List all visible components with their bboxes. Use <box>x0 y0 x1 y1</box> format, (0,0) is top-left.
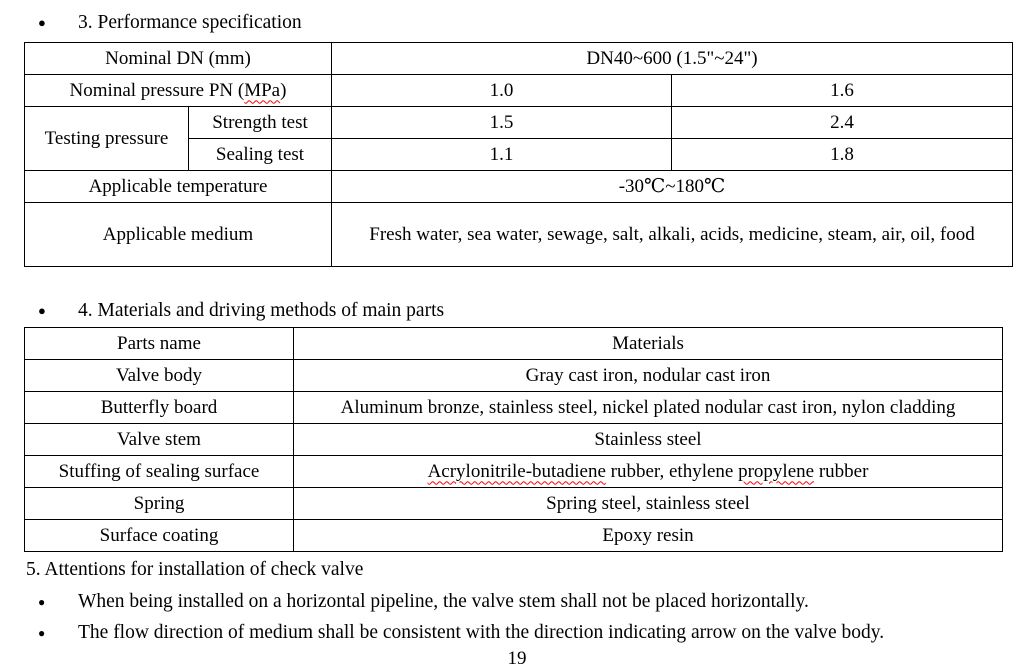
cell-medium-value <box>332 203 1013 267</box>
cell-surface-coating-label: Surface coating <box>25 520 294 552</box>
cell-nominal-pn-label <box>25 75 332 107</box>
table-row <box>25 360 1003 392</box>
cell-stuffing-label: Stuffing of sealing surface <box>25 456 294 488</box>
table-row <box>25 456 1003 488</box>
stuffing-material-part1: Acrylonitrile-butadiene <box>427 460 606 482</box>
pn-label-suffix: ) <box>280 79 287 101</box>
header-materials: Materials <box>294 328 1003 360</box>
bullet-icon: ● <box>38 303 46 318</box>
table-row <box>25 203 1013 267</box>
cell-strength-test-label: Strength test <box>189 107 332 139</box>
section3-heading <box>38 12 302 34</box>
section4-title: 4. Materials and driving methods of main parts <box>78 300 445 321</box>
cell-spring-label: Spring <box>25 488 294 520</box>
bullet-icon: ● <box>38 595 46 609</box>
section4-heading <box>38 300 444 322</box>
cell-valve-stem-label: Valve stem <box>25 424 294 456</box>
cell-spring-material: Spring steel, stainless steel <box>294 488 1003 520</box>
cell-nominal-dn-value: DN40~600 (1.5"~24") <box>332 43 1013 75</box>
cell-nominal-dn-label: Nominal DN (mm) <box>25 43 332 75</box>
performance-spec-table <box>24 42 1013 267</box>
pn-label-prefix: Nominal pressure PN ( <box>69 79 245 101</box>
cell-valve-body-material: Gray cast iron, nodular cast iron <box>294 360 1003 392</box>
cell-temperature-label: Applicable temperature <box>25 171 332 203</box>
table-row <box>25 520 1003 552</box>
stuffing-material-part2: rubber, ethylene <box>605 460 739 482</box>
table-header-row <box>25 328 1003 360</box>
section5-title: 5. Attentions for installation of check valve <box>26 559 364 580</box>
cell-sealing-test-label: Sealing test <box>189 139 332 171</box>
pn-label-unit: MPa <box>244 79 281 101</box>
cell-pn10-nominal: 1.0 <box>332 75 672 107</box>
materials-table <box>24 327 1003 552</box>
page-number: 19 <box>507 648 527 669</box>
table-row <box>25 75 1013 107</box>
attention-item-2: The flow direction of medium shall be consistent with the direction indicating arrow on the valve body. <box>78 622 885 643</box>
cell-temperature-value: -30℃~180℃ <box>332 171 1013 203</box>
cell-testing-pressure-label: Testing pressure <box>25 107 189 171</box>
table-row <box>25 424 1003 456</box>
cell-strength-pn16: 2.4 <box>672 107 1013 139</box>
cell-butterfly-board-label: Butterfly board <box>25 392 294 424</box>
header-parts-name: Parts name <box>25 328 294 360</box>
cell-valve-stem-material: Stainless steel <box>294 424 1003 456</box>
cell-pn16-nominal: 1.6 <box>672 75 1013 107</box>
list-item <box>38 622 884 644</box>
bullet-icon: ● <box>38 626 46 640</box>
stuffing-material-part3: propylene <box>738 460 815 482</box>
table-row <box>25 488 1003 520</box>
table-row <box>25 171 1013 203</box>
bullet-icon: ● <box>38 15 46 30</box>
table-row <box>25 43 1013 75</box>
cell-surface-coating-material: Epoxy resin <box>294 520 1003 552</box>
table-row <box>25 107 1013 139</box>
section3-title: 3. Performance specification <box>78 12 302 33</box>
cell-stuffing-material <box>294 456 1003 488</box>
cell-valve-body-label: Valve body <box>25 360 294 392</box>
attention-item-1: When being installed on a horizontal pipeline, the valve stem shall not be placed horizontally. <box>78 591 809 612</box>
stuffing-material-part4: rubber <box>814 460 869 482</box>
table-row <box>25 392 1003 424</box>
list-item <box>38 591 809 613</box>
medium-value-text: Fresh water, sea water, sewage, salt, alkali, acids, medicine, steam, air, oil, food <box>369 224 975 245</box>
cell-butterfly-board-material: Aluminum bronze, stainless steel, nickel plated nodular cast iron, nylon cladding <box>294 392 1003 424</box>
cell-sealing-pn16: 1.8 <box>672 139 1013 171</box>
cell-sealing-pn10: 1.1 <box>332 139 672 171</box>
cell-medium-label: Applicable medium <box>25 203 332 267</box>
cell-strength-pn10: 1.5 <box>332 107 672 139</box>
